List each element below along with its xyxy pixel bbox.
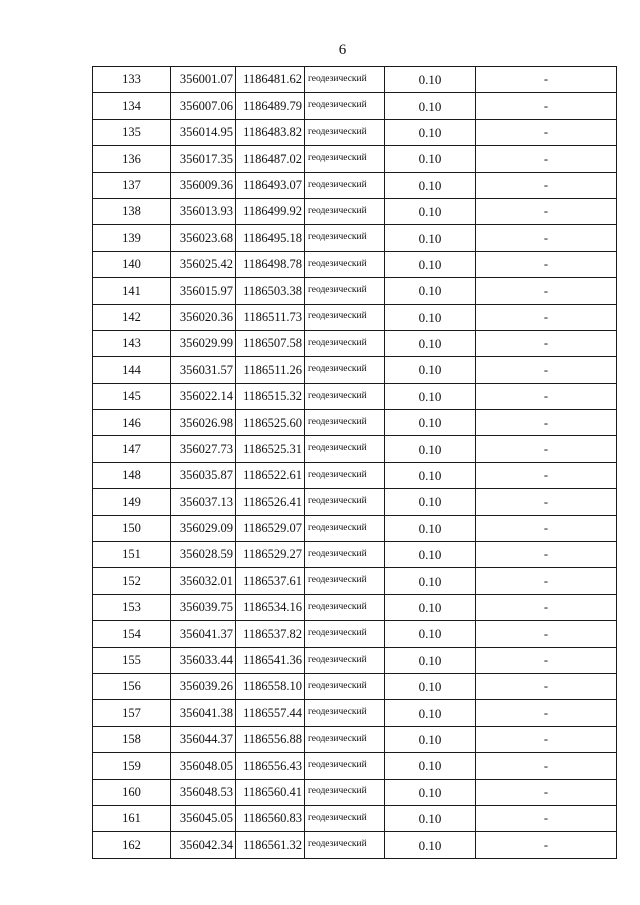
table-row [93,462,617,488]
accuracy-cell: 0.10 [385,726,476,752]
description-cell: - [476,779,617,805]
method-cell: геодезический [305,119,385,145]
accuracy-cell: 0.10 [385,225,476,251]
accuracy-cell: 0.10 [385,67,476,93]
accuracy-cell: 0.10 [385,383,476,409]
description-cell: - [476,383,617,409]
method-cell: геодезический [305,357,385,383]
description-cell: - [476,436,617,462]
accuracy-cell: 0.10 [385,515,476,541]
accuracy-cell: 0.10 [385,621,476,647]
table-row [93,515,617,541]
table-row [93,568,617,594]
description-cell: - [476,251,617,277]
description-cell: - [476,700,617,726]
point-number-cell: 155 [93,647,171,673]
x-coordinate-cell: 356045.05 [171,805,236,831]
point-number-cell: 144 [93,357,171,383]
description-cell: - [476,410,617,436]
accuracy-cell: 0.10 [385,462,476,488]
method-cell: геодезический [305,673,385,699]
y-coordinate-cell: 1186483.82 [236,119,305,145]
coordinates-table [92,66,617,859]
method-cell: геодезический [305,779,385,805]
method-cell: геодезический [305,594,385,620]
accuracy-cell: 0.10 [385,410,476,436]
method-cell: геодезический [305,489,385,515]
description-cell: - [476,146,617,172]
y-coordinate-cell: 1186507.58 [236,330,305,356]
y-coordinate-cell: 1186499.92 [236,198,305,224]
point-number-cell: 134 [93,93,171,119]
point-number-cell: 148 [93,462,171,488]
table-row [93,146,617,172]
accuracy-cell: 0.10 [385,278,476,304]
point-number-cell: 151 [93,542,171,568]
y-coordinate-cell: 1186489.79 [236,93,305,119]
x-coordinate-cell: 356035.87 [171,462,236,488]
point-number-cell: 161 [93,805,171,831]
point-number-cell: 158 [93,726,171,752]
method-cell: геодезический [305,647,385,673]
y-coordinate-cell: 1186537.82 [236,621,305,647]
method-cell: геодезический [305,515,385,541]
point-number-cell: 160 [93,779,171,805]
method-cell: геодезический [305,278,385,304]
x-coordinate-cell: 356044.37 [171,726,236,752]
x-coordinate-cell: 356009.36 [171,172,236,198]
point-number-cell: 142 [93,304,171,330]
description-cell: - [476,753,617,779]
y-coordinate-cell: 1186495.18 [236,225,305,251]
accuracy-cell: 0.10 [385,753,476,779]
point-number-cell: 152 [93,568,171,594]
y-coordinate-cell: 1186560.83 [236,805,305,831]
method-cell: геодезический [305,93,385,119]
table-row [93,330,617,356]
table-row [93,436,617,462]
table-row [93,673,617,699]
y-coordinate-cell: 1186522.61 [236,462,305,488]
y-coordinate-cell: 1186537.61 [236,568,305,594]
description-cell: - [476,330,617,356]
y-coordinate-cell: 1186529.07 [236,515,305,541]
x-coordinate-cell: 356041.37 [171,621,236,647]
point-number-cell: 149 [93,489,171,515]
y-coordinate-cell: 1186481.62 [236,67,305,93]
accuracy-cell: 0.10 [385,568,476,594]
x-coordinate-cell: 356033.44 [171,647,236,673]
method-cell: геодезический [305,251,385,277]
accuracy-cell: 0.10 [385,304,476,330]
y-coordinate-cell: 1186511.26 [236,357,305,383]
method-cell: геодезический [305,198,385,224]
x-coordinate-cell: 356041.38 [171,700,236,726]
description-cell: - [476,673,617,699]
y-coordinate-cell: 1186561.32 [236,832,305,858]
y-coordinate-cell: 1186557.44 [236,700,305,726]
x-coordinate-cell: 356029.99 [171,330,236,356]
table-row [93,489,617,515]
accuracy-cell: 0.10 [385,832,476,858]
method-cell: геодезический [305,726,385,752]
accuracy-cell: 0.10 [385,146,476,172]
x-coordinate-cell: 356025.42 [171,251,236,277]
accuracy-cell: 0.10 [385,673,476,699]
x-coordinate-cell: 356023.68 [171,225,236,251]
table-row [93,119,617,145]
x-coordinate-cell: 356022.14 [171,383,236,409]
y-coordinate-cell: 1186511.73 [236,304,305,330]
method-cell: геодезический [305,330,385,356]
x-coordinate-cell: 356042.34 [171,832,236,858]
x-coordinate-cell: 356014.95 [171,119,236,145]
table-row [93,621,617,647]
method-cell: геодезический [305,805,385,831]
table-row [93,832,617,858]
description-cell: - [476,647,617,673]
table-row [93,172,617,198]
table-row [93,410,617,436]
table-row [93,753,617,779]
y-coordinate-cell: 1186526.41 [236,489,305,515]
point-number-cell: 159 [93,753,171,779]
x-coordinate-cell: 356026.98 [171,410,236,436]
x-coordinate-cell: 356032.01 [171,568,236,594]
method-cell: геодезический [305,410,385,436]
y-coordinate-cell: 1186498.78 [236,251,305,277]
method-cell: геодезический [305,462,385,488]
point-number-cell: 147 [93,436,171,462]
accuracy-cell: 0.10 [385,436,476,462]
x-coordinate-cell: 356048.53 [171,779,236,805]
accuracy-cell: 0.10 [385,357,476,383]
method-cell: геодезический [305,146,385,172]
accuracy-cell: 0.10 [385,119,476,145]
x-coordinate-cell: 356013.93 [171,198,236,224]
x-coordinate-cell: 356015.97 [171,278,236,304]
table-row [93,357,617,383]
description-cell: - [476,594,617,620]
accuracy-cell: 0.10 [385,779,476,805]
x-coordinate-cell: 356020.36 [171,304,236,330]
accuracy-cell: 0.10 [385,251,476,277]
x-coordinate-cell: 356039.75 [171,594,236,620]
y-coordinate-cell: 1186556.43 [236,753,305,779]
y-coordinate-cell: 1186560.41 [236,779,305,805]
method-cell: геодезический [305,304,385,330]
accuracy-cell: 0.10 [385,172,476,198]
method-cell: геодезический [305,621,385,647]
method-cell: геодезический [305,753,385,779]
x-coordinate-cell: 356031.57 [171,357,236,383]
method-cell: геодезический [305,542,385,568]
point-number-cell: 154 [93,621,171,647]
x-coordinate-cell: 356037.13 [171,489,236,515]
method-cell: геодезический [305,436,385,462]
table-row [93,542,617,568]
y-coordinate-cell: 1186515.32 [236,383,305,409]
table-row [93,198,617,224]
point-number-cell: 141 [93,278,171,304]
y-coordinate-cell: 1186487.02 [236,146,305,172]
table-row [93,93,617,119]
table-row [93,647,617,673]
method-cell: геодезический [305,172,385,198]
x-coordinate-cell: 356039.26 [171,673,236,699]
table-row [93,225,617,251]
x-coordinate-cell: 356029.09 [171,515,236,541]
description-cell: - [476,621,617,647]
table-row [93,726,617,752]
description-cell: - [476,832,617,858]
description-cell: - [476,119,617,145]
y-coordinate-cell: 1186556.88 [236,726,305,752]
accuracy-cell: 0.10 [385,330,476,356]
description-cell: - [476,489,617,515]
y-coordinate-cell: 1186534.16 [236,594,305,620]
y-coordinate-cell: 1186558.10 [236,673,305,699]
point-number-cell: 139 [93,225,171,251]
point-number-cell: 150 [93,515,171,541]
x-coordinate-cell: 356001.07 [171,67,236,93]
accuracy-cell: 0.10 [385,805,476,831]
accuracy-cell: 0.10 [385,594,476,620]
point-number-cell: 138 [93,198,171,224]
page-number: 6 [338,42,347,58]
table-row [93,278,617,304]
table-row [93,779,617,805]
point-number-cell: 143 [93,330,171,356]
point-number-cell: 157 [93,700,171,726]
accuracy-cell: 0.10 [385,647,476,673]
accuracy-cell: 0.10 [385,93,476,119]
table-row [93,700,617,726]
table-row [93,251,617,277]
description-cell: - [476,357,617,383]
point-number-cell: 140 [93,251,171,277]
description-cell: - [476,304,617,330]
description-cell: - [476,726,617,752]
x-coordinate-cell: 356027.73 [171,436,236,462]
coordinates-table-body [93,67,617,859]
y-coordinate-cell: 1186493.07 [236,172,305,198]
accuracy-cell: 0.10 [385,489,476,515]
y-coordinate-cell: 1186541.36 [236,647,305,673]
table-row [93,594,617,620]
y-coordinate-cell: 1186525.31 [236,436,305,462]
method-cell: геодезический [305,832,385,858]
method-cell: геодезический [305,568,385,594]
y-coordinate-cell: 1186503.38 [236,278,305,304]
accuracy-cell: 0.10 [385,198,476,224]
point-number-cell: 145 [93,383,171,409]
y-coordinate-cell: 1186529.27 [236,542,305,568]
table-row [93,304,617,330]
description-cell: - [476,93,617,119]
point-number-cell: 146 [93,410,171,436]
y-coordinate-cell: 1186525.60 [236,410,305,436]
method-cell: геодезический [305,67,385,93]
point-number-cell: 153 [93,594,171,620]
method-cell: геодезический [305,700,385,726]
x-coordinate-cell: 356007.06 [171,93,236,119]
x-coordinate-cell: 356017.35 [171,146,236,172]
point-number-cell: 136 [93,146,171,172]
description-cell: - [476,515,617,541]
description-cell: - [476,542,617,568]
description-cell: - [476,805,617,831]
point-number-cell: 137 [93,172,171,198]
point-number-cell: 162 [93,832,171,858]
table-row [93,383,617,409]
point-number-cell: 156 [93,673,171,699]
x-coordinate-cell: 356048.05 [171,753,236,779]
method-cell: геодезический [305,225,385,251]
accuracy-cell: 0.10 [385,700,476,726]
description-cell: - [476,198,617,224]
table-row [93,805,617,831]
table-row [93,67,617,93]
point-number-cell: 135 [93,119,171,145]
accuracy-cell: 0.10 [385,542,476,568]
description-cell: - [476,172,617,198]
description-cell: - [476,462,617,488]
description-cell: - [476,225,617,251]
description-cell: - [476,67,617,93]
description-cell: - [476,278,617,304]
x-coordinate-cell: 356028.59 [171,542,236,568]
description-cell: - [476,568,617,594]
point-number-cell: 133 [93,67,171,93]
method-cell: геодезический [305,383,385,409]
